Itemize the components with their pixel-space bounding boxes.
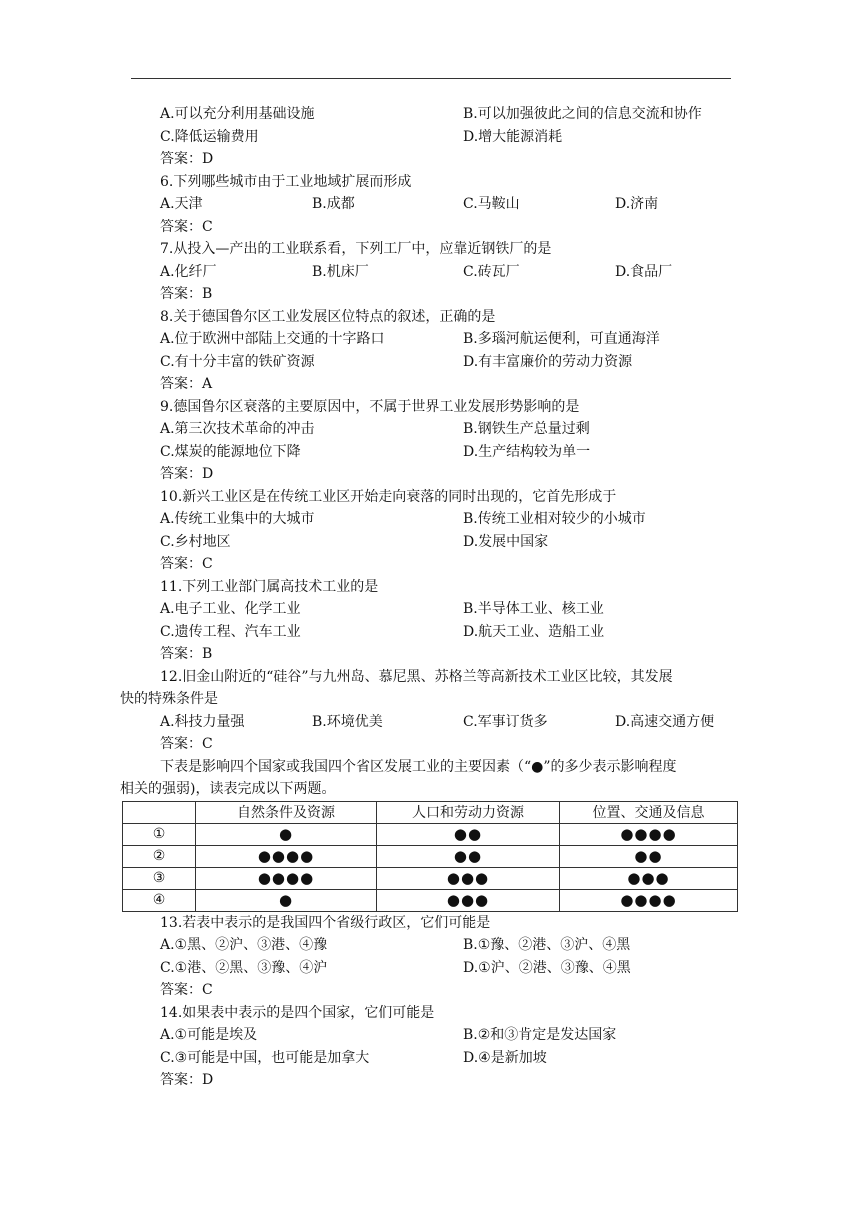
labor-rating: ●● <box>377 823 560 845</box>
table-row <box>123 845 738 867</box>
q8-option-a: A.位于欧洲中部陆上交通的十字路口 <box>160 331 385 347</box>
q11-option-c: C.遗传工程、汽车工业 <box>160 623 301 640</box>
q14-option-d: D.④是新加坡 <box>463 1049 547 1066</box>
natural-rating: ●●●● <box>196 845 377 867</box>
q12-stem-line-2: 快的特殊条件是 <box>120 691 218 707</box>
table-intro-line-1: 下表是影响四个国家或我国四个省区发展工业的主要因素（“●”的多少表示影响程度 <box>160 758 677 775</box>
labor-rating: ●●● <box>377 867 560 889</box>
table-header-location: 位置、交通及信息 <box>560 801 738 823</box>
q11-option-a: A.电子工业、化学工业 <box>160 601 301 617</box>
labor-rating: ●● <box>377 845 560 867</box>
q10-answer: 答案：C <box>160 556 213 572</box>
row-label: ① <box>123 823 196 845</box>
natural-rating: ●●●● <box>196 867 377 889</box>
q11-answer: 答案：B <box>160 646 213 662</box>
q14-stem: 14.如果表中表示的是四个国家，它们可能是 <box>160 1004 435 1021</box>
q7-option-b: B.机床厂 <box>312 263 369 280</box>
q12-options-row <box>160 711 730 734</box>
q8-answer: 答案：A <box>160 376 213 392</box>
row-label: ② <box>123 845 196 867</box>
q5-options-row-1 <box>160 103 730 126</box>
q12-answer: 答案：C <box>160 736 213 752</box>
q8-option-b: B.多瑙河航运便利，可直通海洋 <box>463 331 660 347</box>
factor-table-header-row <box>123 801 738 823</box>
q13-option-b: B.①豫、②港、③沪、④黑 <box>463 937 631 953</box>
question-list <box>120 103 730 1092</box>
q10-option-d: D.发展中国家 <box>463 533 549 550</box>
q11-option-b: B.半导体工业、核工业 <box>463 601 604 617</box>
q9-option-c: C.煤炭的能源地位下降 <box>160 443 301 460</box>
labor-rating: ●●● <box>377 889 560 911</box>
q9-option-d: D.生产结构较为单一 <box>463 443 591 460</box>
q7-stem: 7.从投入—产出的工业联系看，下列工厂中，应靠近钢铁厂的是 <box>160 241 552 257</box>
natural-rating: ● <box>196 889 377 911</box>
q12-option-d: D.高速交通方便 <box>615 713 715 730</box>
q14-answer: 答案：D <box>160 1072 214 1088</box>
q12-option-a: A.科技力量强 <box>160 713 245 730</box>
row-label: ③ <box>123 867 196 889</box>
q12-option-c: C.军事订货多 <box>463 713 548 730</box>
natural-rating: ● <box>196 823 377 845</box>
q13-option-c: C.①港、②黑、③豫、④沪 <box>160 959 328 976</box>
q6-stem: 6.下列哪些城市由于工业地域扩展而形成 <box>160 173 412 190</box>
q5-answer: 答案：D <box>160 151 214 167</box>
q8-stem: 8.关于德国鲁尔区工业发展区位特点的叙述，正确的是 <box>160 308 496 325</box>
q14-options-row-2 <box>160 1047 730 1070</box>
row-label: ④ <box>123 889 196 911</box>
q11-options-row-2 <box>160 621 730 644</box>
table-header-labor: 人口和劳动力资源 <box>377 801 560 823</box>
q10-option-a: A.传统工业集中的大城市 <box>160 511 315 527</box>
q8-options-row-2 <box>160 351 730 374</box>
q9-options-row-2 <box>160 441 730 464</box>
location-rating: ●●●● <box>560 889 738 911</box>
q11-stem: 11.下列工业部门属高技术工业的是 <box>160 578 379 595</box>
q7-option-a: A.化纤厂 <box>160 263 217 280</box>
q14-option-c: C.③可能是中国，也可能是加拿大 <box>160 1049 370 1066</box>
q7-option-d: D.食品厂 <box>615 263 673 280</box>
q11-option-d: D.航天工业、造船工业 <box>463 623 605 640</box>
q11-options-row-1 <box>160 598 730 621</box>
q12-stem-line-1: 12.旧金山附近的“硅谷”与九州岛、慕尼黑、苏格兰等高新技术工业区比较，其发展 <box>160 668 673 685</box>
q5-options-row-2 <box>160 126 730 149</box>
table-header-empty <box>123 801 196 823</box>
location-rating: ●●●● <box>560 823 738 845</box>
q10-options-row-2 <box>160 531 730 554</box>
q5-option-c: C.降低运输费用 <box>160 128 259 145</box>
q13-options-row-2 <box>160 957 730 980</box>
q6-option-d: D.济南 <box>615 196 659 212</box>
location-rating: ●● <box>560 845 738 867</box>
q10-option-b: B.传统工业相对较少的小城市 <box>463 511 646 527</box>
q14-options-row-1 <box>160 1024 730 1047</box>
q9-options-row-1 <box>160 418 730 441</box>
q8-options-row-1 <box>160 328 730 351</box>
factor-table <box>122 801 738 912</box>
table-header-natural: 自然条件及资源 <box>196 801 377 823</box>
q10-option-c: C.乡村地区 <box>160 533 231 550</box>
header-rule <box>131 78 731 79</box>
q13-stem: 13.若表中表示的是我国四个省级行政区，它们可能是 <box>160 914 491 931</box>
table-row <box>123 823 738 845</box>
q14-option-a: A.①可能是埃及 <box>160 1027 258 1043</box>
q9-answer: 答案：D <box>160 466 214 482</box>
location-rating: ●●● <box>560 867 738 889</box>
q12-option-b: B.环境优美 <box>312 713 383 730</box>
q6-option-b: B.成都 <box>312 196 355 212</box>
q8-option-d: D.有丰富廉价的劳动力资源 <box>463 353 633 370</box>
table-intro-line-2: 相关的强弱)，读表完成以下两题。 <box>120 781 336 797</box>
q9-option-b: B.钢铁生产总量过剩 <box>463 421 590 437</box>
q6-answer: 答案：C <box>160 218 213 235</box>
q13-option-a: A.①黑、②沪、③港、④豫 <box>160 937 328 953</box>
q8-option-c: C.有十分丰富的铁矿资源 <box>160 353 315 370</box>
q6-option-c: C.马鞍山 <box>463 196 520 212</box>
q14-option-b: B.②和③肯定是发达国家 <box>463 1027 617 1043</box>
q5-option-a: A.可以充分利用基础设施 <box>160 106 315 122</box>
table-row <box>123 889 738 911</box>
q7-options-row <box>160 261 730 284</box>
q10-stem: 10.新兴工业区是在传统工业区开始走向衰落的同时出现的，它首先形成于 <box>160 488 617 505</box>
q10-options-row-1 <box>160 508 730 531</box>
q13-answer: 答案：C <box>160 982 213 998</box>
q5-option-d: D.增大能源消耗 <box>463 128 563 145</box>
q6-options-row <box>160 193 730 216</box>
table-row <box>123 867 738 889</box>
q7-option-c: C.砖瓦厂 <box>463 263 520 280</box>
q5-option-b: B.可以加强彼此之间的信息交流和协作 <box>463 106 702 122</box>
q9-option-a: A.第三次技术革命的冲击 <box>160 421 315 437</box>
q13-option-d: D.①沪、②港、③豫、④黑 <box>463 959 631 976</box>
q13-options-row-1 <box>160 934 730 957</box>
q7-answer: 答案：B <box>160 286 213 302</box>
q6-option-a: A.天津 <box>160 196 203 212</box>
q9-stem: 9.德国鲁尔区衰落的主要原因中，不属于世界工业发展形势影响的是 <box>160 398 580 415</box>
